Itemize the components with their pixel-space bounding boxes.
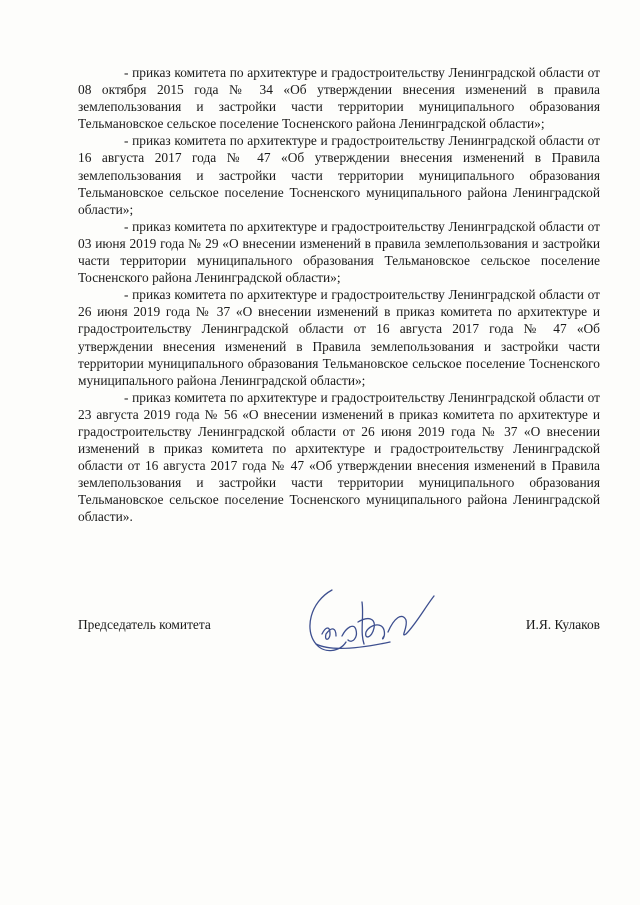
paragraph-order-2017: - приказ комитета по архитектуре и градостроительству Ленинградской области от 16 августа 2017 года № 47 «Об утверждении внесения изменений в Правила землепользования и застройки части территории муниципального образования Тельмановское сельское поселение Тосненского муниципального района Ленинградской области»; (78, 133, 600, 217)
signatory-name: И.Я. Кулаков (525, 617, 600, 632)
document-body (78, 64, 600, 526)
signatory-title: Председатель комитета (78, 617, 211, 632)
paragraph-order-june-03-2019: - приказ комитета по архитектуре и градостроительству Ленинградской области от 03 июня 2019 года № 29 «О внесении изменений в правила землепользования и застройки части территории муниципального образования Тельмановское сельское поселение Тосненского района Ленинградской области»; (78, 218, 600, 286)
paragraph-order-june-26-2019: - приказ комитета по архитектуре и градостроительству Ленинградской области от 26 июня 2019 года № 37 «О внесении изменений в приказ комитета по архитектуре и градостроительству Ленинградской области от 16 августа 2017 года № 47 «Об утверждении внесения изменений в Правила землепользования и застройки части территории муниципального образования Тельмановское сельское поселение Тосненского муниципального района Ленинградской области»; (78, 287, 600, 388)
paragraph-order-2015: - приказ комитета по архитектуре и градостроительству Ленинградской области от 08 октября 2015 года № 34 «Об утверждении внесения изменений в правила землепользования и застройки части территории муниципального образования Тельмановское сельское поселение Тосненского района Ленинградской области»; (78, 65, 600, 132)
paragraph-order-august-2019: - приказ комитета по архитектуре и градостроительству Ленинградской области от 23 августа 2019 года № 56 «О внесении изменений в приказ комитета по архитектуре и градостроительству Ленинградской области от 26 июня 2019 года № 37 «О внесении изменений в приказ комитета по архитектуре и градостроительству Ленинградской области от 16 августа 2017 года № 47 «Об утверждении внесения изменений в Правила землепользования и застройки части территории муниципального образования Тельмановское сельское поселение Тосненского муниципального района Ленинградской области». (78, 389, 600, 525)
signature-block (78, 616, 600, 640)
